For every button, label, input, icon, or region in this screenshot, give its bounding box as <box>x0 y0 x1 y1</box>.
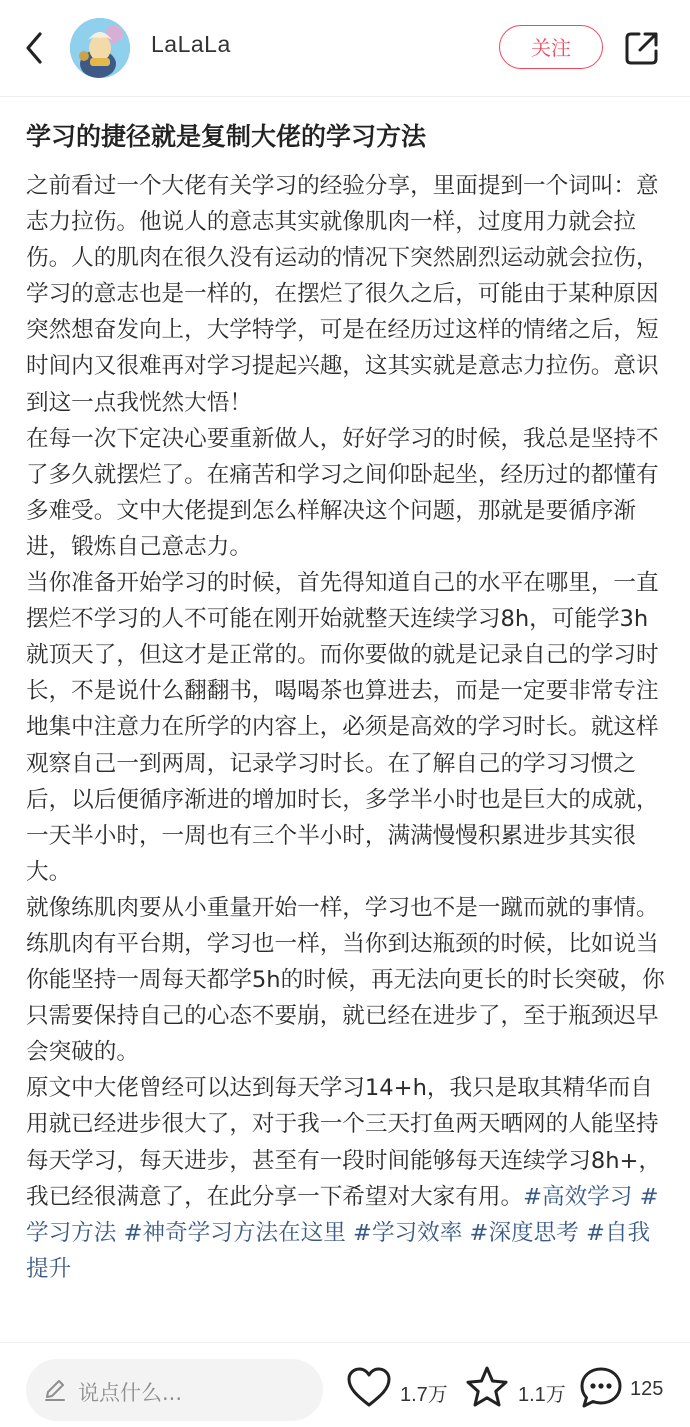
follow-button[interactable]: 关注 <box>499 25 603 69</box>
share-icon <box>623 29 661 67</box>
post-paragraph-last <box>26 1070 666 1287</box>
post-paragraph: 在每一次下定决心要重新做人，好好学习的时候，我总是坚持不了多久就摆烂了。在痛苦和学习之间仰卧起坐，经历过的都懂有多难受。文中大佬提到怎么样解决这个问题，那就是要循序渐进，锻炼自己意志力。 <box>26 425 659 560</box>
hashtag-link[interactable]: #自我提升 <box>26 1219 651 1282</box>
post-title: 学习的捷径就是复制大佬的学习方法 <box>26 122 427 151</box>
post-paragraph: 就像练肌肉要从小重量开始一样，学习也不是一蹴而就的事情。练肌肉有平台期，学习也一样，当你到达瓶颈的时候，比如说当你能坚持一周每天都学5h的时候，再无法向更长的时长突破，你只需要保持自己的心态不要崩，就已经在进步了，至于瓶颈迟早会突破的。 <box>26 894 665 1066</box>
hashtag-link[interactable]: #学习效率 <box>353 1219 463 1246</box>
hashtag-link[interactable]: #学习方法 <box>26 1183 659 1246</box>
comment-input[interactable] <box>26 1359 323 1421</box>
post-body <box>26 168 666 1287</box>
avatar[interactable] <box>70 18 130 78</box>
like-count: 1.7万 <box>400 1384 448 1406</box>
back-button[interactable] <box>16 28 52 68</box>
post-paragraph-text: 原文中大佬曾经可以达到每天学习14+h，我只是取其精华而自用就已经进步很大了，对于我一个三天打鱼两天晒网的人能坚持每天学习，每天进步，甚至有一段时间能够每天连续学习8h+，我已经很满意了，在此分享一下希望对大家有用。 <box>26 1075 662 1210</box>
post-paragraph: 之前看过一个大佬有关学习的经验分享，里面提到一个词叫：意志力拉伤。他说人的意志其实就像肌肉一样，过度用力就会拉伤。人的肌肉在很久没有运动的情况下突然剧烈运动就会拉伤，学习的意志也是一样的，在摆烂了很久之后，可能由于某种原因突然想奋发向上，大学特学，可是在经历过这样的情绪之后，短时间内又很难再对学习提起兴趣，这其实就是意志力拉伤。意识到这一点我恍然大悟！ <box>26 173 659 416</box>
collect-button[interactable] <box>464 1365 568 1415</box>
collect-count: 1.1万 <box>518 1384 566 1406</box>
top-bar <box>0 0 690 97</box>
comment-button[interactable] <box>578 1365 678 1415</box>
hashtag-link[interactable]: #深度思考 <box>469 1219 579 1246</box>
pen-icon <box>42 1377 68 1403</box>
post-paragraph: 当你准备开始学习的时候，首先得知道自己的水平在哪里，一直摆烂不学习的人不可能在刚开始就整天连续学习8h，可能学3h就顶天了，但这才是正常的。而你要做的就是记录自己的学习时长，不是说什么翻翻书，喝喝茶也算进去，而是一定要非常专注地集中注意力在所学的内容上，必须是高效的学习时长。就这样观察自己一到两周，记录学习时长。在了解自己的学习习惯之后，以后便循序渐进的增加时长，多学半小时也是巨大的成就，一天半小时，一周也有三个半小时，满满慢慢积累进步其实很大。 <box>26 570 659 885</box>
comment-placeholder: 说点什么... <box>78 1381 183 1405</box>
star-icon <box>464 1365 510 1411</box>
avatar-image <box>70 18 130 78</box>
share-button[interactable] <box>623 29 661 67</box>
username[interactable]: LaLaLa <box>151 31 231 57</box>
hashtag-link[interactable]: #高效学习 <box>523 1183 633 1210</box>
bottom-action-bar <box>0 1342 690 1427</box>
like-button[interactable] <box>346 1365 450 1415</box>
comment-count: 125 <box>630 1378 664 1400</box>
chevron-left-icon <box>16 28 52 68</box>
heart-icon <box>346 1365 392 1411</box>
hashtag-link[interactable]: #神奇学习方法在这里 <box>123 1219 346 1246</box>
comment-bubble-icon <box>578 1365 624 1411</box>
